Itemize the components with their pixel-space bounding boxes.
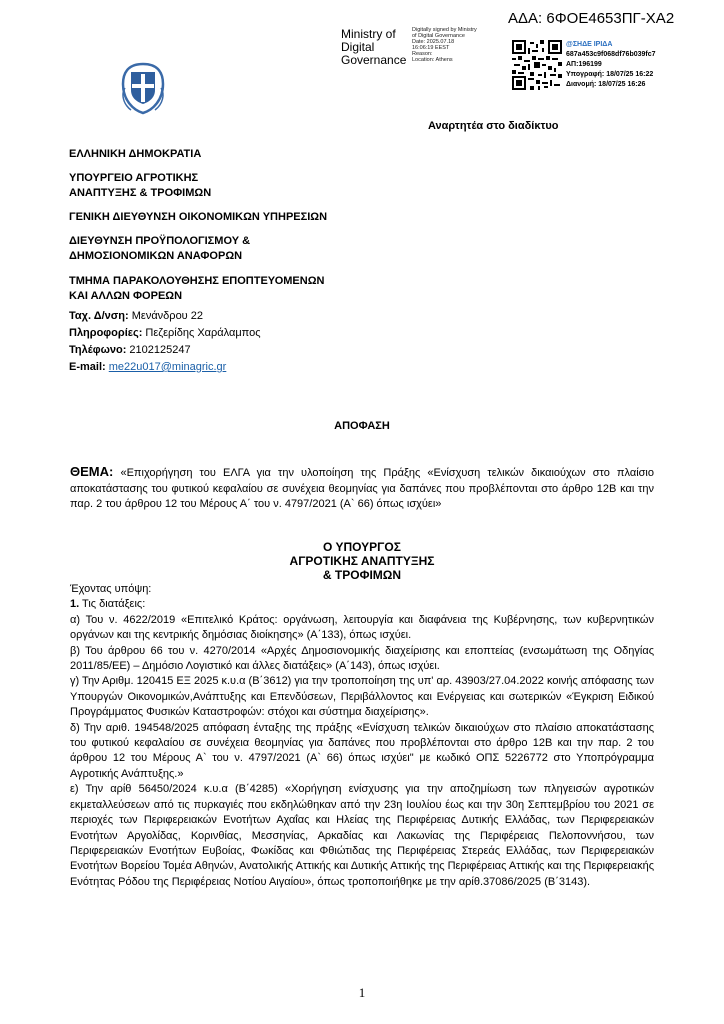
contact-block <box>69 308 261 376</box>
item-heading: 1. Τις διατάξεις: <box>70 598 146 611</box>
info-line: Πληροφορίες: Πεζερίδης Χαράλαμπος <box>69 327 261 339</box>
iris-stamp <box>566 40 656 90</box>
email-link[interactable]: me22u017@minagric.gr <box>108 361 227 373</box>
minister-title <box>0 540 724 582</box>
page-number: 1 <box>358 985 366 1000</box>
sig-detail: 16:06:19 EEST <box>412 45 450 51</box>
sig-detail: of Digital Governance <box>412 33 465 39</box>
decision-title: ΑΠΟΦΑΣΗ <box>334 420 390 432</box>
directorate-name <box>69 234 250 264</box>
sig-detail: Location: Athens <box>412 57 453 63</box>
email-line: E-mail: me22u017@minagric.gr <box>69 361 227 373</box>
paragraph-e: ε) Την αρίθ 56450/2024 κ.υ.α (Β΄4285) «Χορήγηση ενίσχυσης για την αποζημίωση των πληγεισών αγροτικών εκμεταλλεύσεων από τις πυρκαγιές που εκδηλώθηκαν από την 23η Ιουλίου έως και την 30η Σεπτεμβρίου του 2021 σε περιοχές των Περιφερειακών Ενοτήτων Αχαΐας και Ηλείας της Περιφέρειας Δυτικής Ελλάδας, των Περιφερειακών Ενοτήτων Αργολίδας, Κορινθίας, Μεσσηνίας, Αρκαδίας και Λακωνίας της Περιφέρειας Πελοποννήσου, των Περιφερειακών Ενοτήτων Ευβοίας, Φωκίδας και Φθιώτιδας της Περιφέρειας Στερεάς Ελλάδας, των Περιφερειακών Ενοτήτων Βορείου Τομέα Αθηνών, Ανατολικής Αττικής και Δυτικής Αττικής της Περιφέρειας Αττικής και της Περιφερειακής Ενότητας Ρόδου της Περιφέρειας Νοτίου Αιγαίου», όπως τροποποιήθηκε με την αρίθ.37086/2025 (Β΄3143). <box>70 783 654 888</box>
department-line: ΚΑΙ ΑΛΛΩΝ ΦΟΡΕΩΝ <box>69 290 183 302</box>
ada-code: ΑΔΑ: 6ΦΟΕ4653ΠΓ-ΧΑ2 <box>508 10 675 27</box>
posting-notice: Αναρτητέα στο διαδίκτυο <box>428 120 559 132</box>
ministry-line: Ministry of <box>341 27 396 41</box>
minister-line: & ΤΡΟΦΙΜΩΝ <box>322 568 402 582</box>
ministry-line: ΑΝΑΠΤΥΞΗΣ & ΤΡΟΦΙΜΩΝ <box>69 187 212 199</box>
considering-line: Έχοντας υπόψη: <box>70 583 152 595</box>
iris-hash: 687a453c9f068df76b039fc7 <box>566 51 656 58</box>
directorate-line: ΔΙΕΥΘΥΝΣΗ ΠΡΟΫΠΟΛΟΓΙΣΜΟΥ & <box>69 235 251 247</box>
department-line: ΤΜΗΜΑ ΠΑΡΑΚΟΛΟΥΘΗΣΗΣ ΕΠΟΠΤΕΥΟΜΕΝΩΝ <box>69 275 325 287</box>
subject-block <box>70 464 654 513</box>
sig-detail: Digitally signed by Ministry <box>412 27 477 33</box>
general-directorate: ΓΕΝΙΚΗ ΔΙΕΥΘΥΝΣΗ ΟΙΚΟΝΟΜΙΚΩΝ ΥΠΗΡΕΣΙΩΝ <box>69 211 328 223</box>
directorate-line: ΔΗΜΟΣΙΟΝΟΜΙΚΩΝ ΑΝΑΦΟΡΩΝ <box>69 250 243 262</box>
sig-detail: Reason: <box>412 51 433 57</box>
subject-label: ΘΕΜΑ: <box>70 464 114 479</box>
department-name <box>69 274 324 304</box>
iris-protocol: ΑΠ:196199 <box>566 61 602 68</box>
paragraph-a: α) Του ν. 4622/2019 «Επιτελικό Κράτος: οργάνωση, λειτουργία και διαφάνεια της Κυβέρνησης, των κυβερνητικών οργάνων και της κεντρικής δημόσιας διοίκησης» (Α΄133), όπως ισχύει. <box>70 613 654 642</box>
paragraph-d: δ) Την αριθ. 194548/2025 απόφαση ένταξης της πράξης «Ενίσχυση τελικών δικαιούχων στο πλαίσιο αποκατάστασης του φυτικού κεφαλαίου σε συνέχεια θεομηνίας για δαπάνες που προβλέπονται στο άρθρο 12Β και την παρ. 2 του άρθρου 12 του Μέρους Α` του ν. 4797/2021 (Α` 66) όπως ισχύει" με κωδικό ΟΠΣ 5226772 στο Υποπρόγραμμα Αγροτικής Ανάπτυξης.» <box>70 721 654 780</box>
address-line: Ταχ. Δ/νση: Μενάνδρου 22 <box>69 310 203 322</box>
subject-text: «Επιχορήγηση του ΕΛΓΑ για την υλοποίηση της Πράξης «Ενίσχυση τελικών δικαιούχων στο πλαίσιο αποκατάστασης του φυτικού κεφαλαίου σε συνέχεια θεομηνίας για δαπάνες που προβλέπονται στο άρθρο 12Β και την παρ. 2 του άρθρου 12 του Μέρους Α΄ του ν. 4797/2021 (Α` 66) όπως ισχύει» <box>70 467 654 510</box>
minister-line: ΑΓΡΟΤΙΚΗΣ ΑΝΑΠΤΥΞΗΣ <box>289 554 435 568</box>
ministry-line: Digital <box>341 40 375 54</box>
ministry-line: ΥΠΟΥΡΓΕΙΟ ΑΓΡΟΤΙΚΗΣ <box>69 172 199 184</box>
paragraph-b: β) Του άρθρου 66 του ν. 4270/2014 «Αρχές Δημοσιονομικής διαχείρισης και εποπτείας (ενσωμάτωση της Οδηγίας 2011/85/ΕΕ) – Δημόσιο Λογιστικό και άλλες διατάξεις» (Α΄143), όπως ισχύει. <box>70 644 654 673</box>
iris-signed: Υπογραφή: 18/07/25 16:22 <box>566 71 654 78</box>
iris-distributed: Διανομή: 18/07/25 16:26 <box>566 81 646 88</box>
ministry-line: Governance <box>341 53 407 67</box>
iris-title: @ΣΗΔΕ ΙΡΙΔΑ <box>566 41 613 48</box>
digital-signature-details <box>412 27 502 63</box>
ministry-name <box>69 171 211 201</box>
minister-line: Ο ΥΠΟΥΡΓΟΣ <box>323 540 401 554</box>
signature-ministry <box>341 28 406 67</box>
coat-of-arms-icon <box>117 60 169 116</box>
qr-code-icon <box>512 40 562 90</box>
republic-title: ΕΛΛΗΝΙΚΗ ΔΗΜΟΚΡΑΤΙΑ <box>69 148 202 160</box>
paragraph-c: γ) Την Αριθμ. 120415 ΕΞ 2025 κ.υ.α (Β΄3612) για την τροποποίηση της υπ' αρ. 43903/27.04.2022 κοινής απόφασης των Υπουργών Οικονομικών,Ανάπτυξης και Επενδύσεων, Περιβάλλοντος και Ενέργειας και σωτερικών «Έγκριση Ειδικού Προγράμματος Φυσικών Καταστροφών: στόχοι και σύστημα διαχείρισης». <box>70 675 654 719</box>
sig-detail: Date: 2025.07.18 <box>412 39 455 45</box>
document-body <box>70 582 654 890</box>
phone-line: Τηλέφωνο: 2102125247 <box>69 344 191 356</box>
